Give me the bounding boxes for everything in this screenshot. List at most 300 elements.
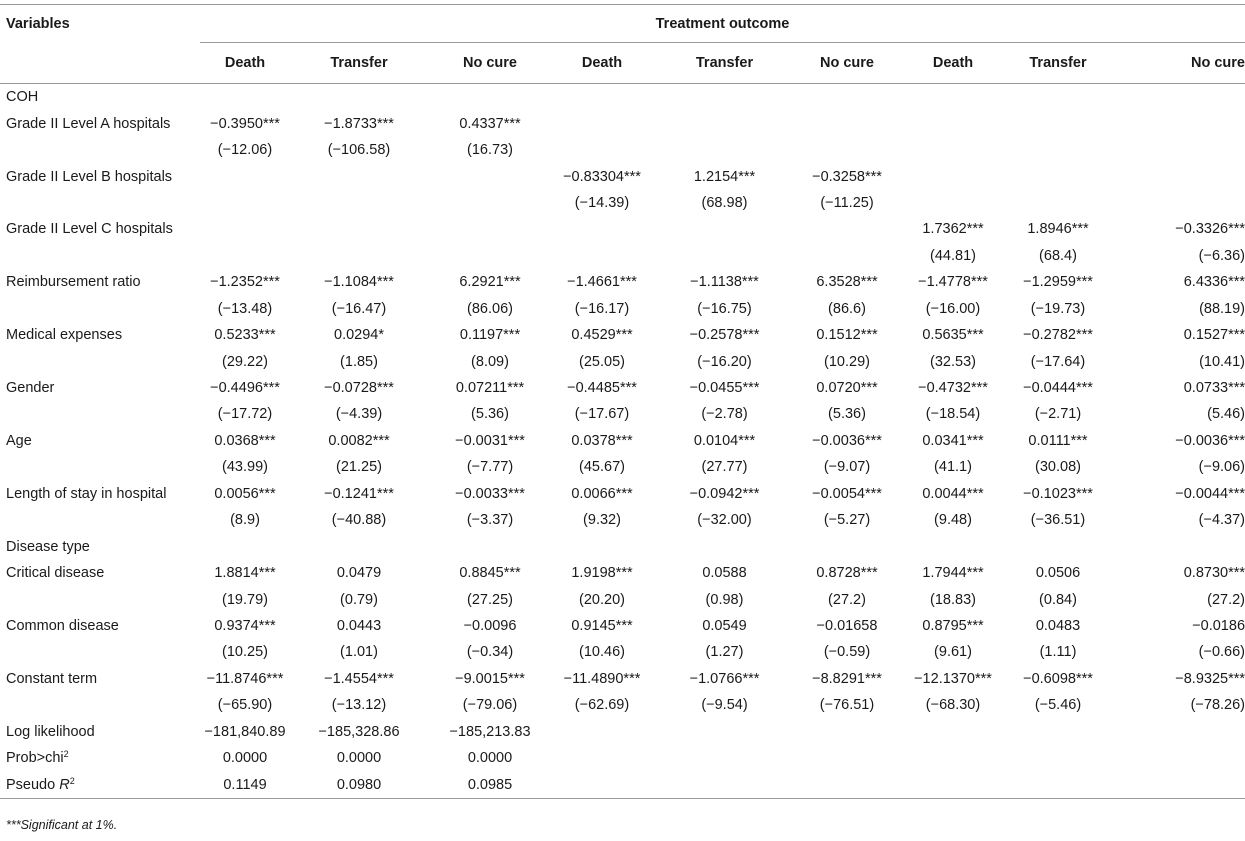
table-cell: 0.1512*** [816, 327, 878, 344]
table-cell: −1.4554*** [324, 670, 394, 687]
table-cell: −0.0444*** [1023, 380, 1093, 397]
table-cell: (10.46) [579, 644, 625, 661]
table-cell: (−17.72) [217, 406, 273, 423]
table-cell: (−36.51) [1030, 512, 1086, 529]
row-label [0, 84, 200, 111]
table-cell [1009, 137, 1107, 163]
table-cell: (−9.07) [823, 459, 871, 476]
row-label [0, 269, 200, 295]
table-cell [200, 163, 290, 189]
row-label [0, 719, 200, 745]
table-cell: (0.98) [705, 591, 744, 608]
table-cell: (−0.34) [466, 644, 514, 661]
table-cell: (1.85) [340, 353, 378, 370]
table-cell: (41.1) [934, 459, 972, 476]
table-cell: (27.2) [1207, 591, 1245, 608]
table-cell [1009, 533, 1107, 559]
table-cell: 0.0104*** [693, 432, 756, 449]
table-cell: −11.8746*** [206, 670, 284, 687]
row-label [0, 137, 200, 163]
table-cell: −181,840.89 [204, 723, 286, 740]
table-cell: 0.5635*** [922, 327, 984, 344]
table-cell: 0.0000 [222, 750, 268, 767]
row-label-text: Age [6, 432, 32, 449]
row-label [0, 481, 200, 507]
table-cell: (19.79) [222, 591, 268, 608]
table-cell [1107, 771, 1245, 798]
table-cell: 0.0000 [467, 750, 513, 767]
table-cell: (−18.54) [925, 406, 981, 423]
table-cell: (−17.67) [574, 406, 630, 423]
table-cell: (1.11) [1039, 644, 1077, 661]
table-cell [1107, 110, 1245, 136]
table-cell [797, 243, 897, 269]
row-label [0, 692, 200, 718]
table-cell: −8.8291*** [812, 670, 882, 687]
table-cell [1107, 190, 1245, 216]
table-cell: −0.0054*** [812, 485, 882, 502]
column-header-death: Death [552, 43, 652, 84]
table-cell: (−5.27) [823, 512, 871, 529]
table-cell: (−19.73) [1030, 300, 1086, 317]
table-cell: (−2.78) [701, 406, 748, 423]
table-cell: 0.0980 [290, 771, 428, 798]
table-cell: (5.46) [1207, 406, 1245, 423]
table-row [0, 243, 1245, 269]
table-cell [797, 110, 897, 136]
table-cell: 0.0082*** [328, 432, 390, 449]
footnote: ***Significant at 1%. [6, 818, 118, 832]
table-row [0, 745, 1245, 771]
table-row [0, 666, 1245, 692]
row-label-superscript: 2 [63, 749, 69, 760]
table-cell: (−14.39) [574, 194, 630, 211]
table-cell [897, 190, 1009, 216]
table-cell: 6.2921*** [459, 274, 521, 291]
row-label [0, 586, 200, 612]
row-label [0, 745, 200, 771]
table-cell: −0.0044*** [1175, 485, 1245, 502]
table-cell [1009, 84, 1107, 111]
header-row-1 [0, 5, 1245, 43]
table-row [0, 110, 1245, 136]
table-cell: 0.9145*** [571, 617, 633, 634]
table-cell: (1.01) [340, 644, 378, 661]
table-cell: (−11.25) [820, 194, 874, 211]
table-cell: (−65.90) [217, 697, 273, 714]
table-cell [897, 719, 1009, 745]
table-cell [428, 84, 552, 111]
table-cell [552, 771, 652, 798]
table-cell: −0.3258*** [812, 168, 882, 185]
table-cell: 0.9374*** [214, 617, 276, 634]
table-cell: (−2.71) [1034, 406, 1082, 423]
row-label [0, 110, 200, 136]
table-cell [897, 771, 1009, 798]
treatment-outcome-header: Treatment outcome [200, 5, 1245, 43]
row-label-text: Grade II Level C hospitals [6, 221, 173, 238]
table-cell [652, 216, 797, 242]
table-cell: (9.32) [583, 512, 621, 529]
row-label-text: Disease type [6, 538, 90, 555]
row-label [0, 296, 200, 322]
table-cell [200, 84, 290, 111]
table-body [0, 84, 1245, 799]
row-label [0, 771, 200, 798]
table-cell: −0.0942*** [689, 485, 760, 502]
row-label [0, 639, 200, 665]
table-cell [797, 771, 897, 798]
table-cell: (−5.46) [1034, 697, 1082, 714]
table-cell: 0.4337*** [459, 115, 521, 132]
table-cell [290, 190, 428, 216]
table-cell: −1.1138*** [690, 274, 759, 291]
table-cell: 0.0588 [702, 565, 747, 582]
table-cell: (21.25) [336, 459, 382, 476]
table-cell: (−3.37) [466, 512, 514, 529]
table-cell: (9.48) [934, 512, 972, 529]
table-cell [1009, 745, 1107, 771]
table-cell: 0.0000 [336, 750, 382, 767]
table-cell: 1.2154*** [693, 168, 756, 185]
table-cell: (−4.39) [335, 406, 383, 423]
table-cell [1107, 745, 1245, 771]
row-label-text: Gender [6, 380, 55, 397]
row-label [0, 216, 200, 242]
table-cell: 0.0111*** [1028, 432, 1088, 449]
column-header-transfer: Transfer [1009, 43, 1107, 84]
table-cell [552, 110, 652, 136]
table-cell: (10.29) [824, 353, 870, 370]
row-label [0, 666, 200, 692]
row-label [0, 375, 200, 401]
table-cell: (−40.88) [331, 512, 387, 529]
table-cell: 0.5233*** [214, 327, 276, 344]
table-cell: (43.99) [222, 459, 268, 476]
table-cell: (−17.64) [1030, 353, 1086, 370]
table-row [0, 692, 1245, 718]
table-cell: −12.1370*** [914, 670, 992, 687]
table-row [0, 84, 1245, 111]
table-cell: (5.36) [828, 406, 866, 423]
table-cell: 0.8795*** [922, 617, 984, 634]
table-cell: −0.2782*** [1023, 327, 1093, 344]
table-cell: −0.4485*** [567, 380, 637, 397]
table-cell: (20.20) [579, 591, 625, 608]
column-header-death: Death [200, 43, 290, 84]
table-cell: (29.22) [222, 353, 268, 370]
table-cell: −1.1084*** [324, 274, 394, 291]
table-cell: 0.0443 [336, 617, 382, 634]
table-cell: −0.4496*** [210, 380, 280, 397]
table-cell [290, 533, 428, 559]
table-row [0, 375, 1245, 401]
table-cell: −0.0455*** [689, 380, 760, 397]
table-cell: (1.27) [705, 644, 744, 661]
table-cell: 0.8845*** [459, 565, 521, 582]
table-cell: 0.0294* [334, 327, 384, 344]
table-row [0, 322, 1245, 348]
table-cell: 1.7362*** [922, 221, 984, 238]
table-cell [797, 216, 897, 242]
table-cell: (27.77) [701, 459, 748, 476]
table-cell [552, 84, 652, 111]
row-label-italic: R [59, 776, 70, 793]
table-row [0, 719, 1245, 745]
table-cell: −1.8733*** [324, 115, 394, 132]
table-cell [290, 243, 428, 269]
table-cell [1107, 719, 1245, 745]
table-cell [200, 533, 290, 559]
table-cell [797, 745, 897, 771]
table-cell [428, 216, 552, 242]
table-cell: 0.0479 [336, 565, 382, 582]
table-cell: (−12.06) [217, 142, 273, 159]
table-cell [897, 745, 1009, 771]
table-cell: (8.09) [471, 353, 509, 370]
table-cell [1107, 533, 1245, 559]
table-row [0, 401, 1245, 427]
row-label-text: Critical disease [6, 565, 105, 582]
table-row [0, 507, 1245, 533]
table-cell: −0.0036*** [812, 432, 882, 449]
table-cell: (9.61) [934, 644, 972, 661]
table-cell: −0.0186 [1192, 617, 1245, 634]
table-cell [200, 243, 290, 269]
table-cell: (44.81) [930, 247, 976, 264]
regression-table [0, 4, 1245, 799]
table-cell [652, 745, 797, 771]
table-cell [897, 137, 1009, 163]
table-row [0, 216, 1245, 242]
table-cell: 0.1527*** [1183, 327, 1245, 344]
header-spacer [0, 43, 200, 84]
table-cell [652, 771, 797, 798]
column-header-no-cure: No cure [1107, 43, 1245, 84]
table-cell: (−0.59) [823, 644, 871, 661]
table-cell: (−9.54) [701, 697, 748, 714]
row-label-superscript: 2 [69, 775, 75, 786]
row-label [0, 190, 200, 216]
row-label-text: Prob>chi [6, 750, 64, 767]
column-header-death: Death [897, 43, 1009, 84]
table-cell: (10.41) [1199, 353, 1245, 370]
table-cell: (45.67) [579, 459, 625, 476]
variables-header: Variables [0, 5, 200, 43]
column-header-no-cure: No cure [428, 43, 552, 84]
table-cell: 0.0044*** [922, 485, 984, 502]
table-cell: −0.83304*** [563, 168, 641, 185]
table-cell: −0.1241*** [324, 485, 394, 502]
column-header-no-cure: No cure [797, 43, 897, 84]
table-cell [552, 745, 652, 771]
row-label [0, 322, 200, 348]
table-cell [552, 137, 652, 163]
column-header-transfer: Transfer [652, 43, 797, 84]
table-cell: −0.0096 [463, 617, 517, 634]
table-cell [897, 163, 1009, 189]
table-cell [1107, 137, 1245, 163]
table-cell [797, 137, 897, 163]
table-cell: −8.9325*** [1175, 670, 1245, 687]
table-cell: 0.1197*** [459, 327, 521, 344]
table-cell: −1.4778*** [918, 274, 988, 291]
table-cell: 0.8730*** [1183, 565, 1245, 582]
table-cell: −1.0766*** [689, 670, 760, 687]
table-cell: (−16.17) [574, 300, 630, 317]
table-cell [290, 216, 428, 242]
row-label [0, 401, 200, 427]
table-cell [552, 533, 652, 559]
table-row [0, 560, 1245, 586]
row-label-text: Grade II Level B hospitals [6, 168, 173, 185]
table-cell: (−106.58) [327, 142, 391, 159]
table-cell: −0.0036*** [1175, 432, 1245, 449]
table-cell: (−6.36) [1198, 247, 1245, 264]
row-label-text: Medical expenses [6, 327, 123, 344]
table-cell: 0.0368*** [214, 432, 276, 449]
table-cell: (−16.20) [697, 353, 752, 370]
table-cell: (−7.77) [466, 459, 514, 476]
table-cell: (−4.37) [1198, 512, 1245, 529]
table-cell: 1.8946*** [1027, 221, 1089, 238]
table-cell: (88.19) [1199, 300, 1245, 317]
table-cell: −0.3326*** [1175, 221, 1245, 238]
table-cell [652, 533, 797, 559]
table-row [0, 639, 1245, 665]
row-label-text: Pseudo [6, 776, 60, 793]
table-cell [897, 533, 1009, 559]
table-cell: (68.4) [1039, 247, 1077, 264]
table-cell: −1.4661*** [567, 274, 637, 291]
table-cell: (−13.12) [331, 697, 387, 714]
row-label [0, 613, 200, 639]
table-row [0, 348, 1245, 374]
table-cell: (−62.69) [574, 697, 630, 714]
table-cell [290, 163, 428, 189]
row-label [0, 533, 200, 559]
table-row [0, 163, 1245, 189]
table-cell: −1.2959*** [1023, 274, 1093, 291]
table-cell [552, 216, 652, 242]
table-cell: −0.0033*** [455, 485, 525, 502]
table-row [0, 269, 1245, 295]
row-label [0, 163, 200, 189]
row-label [0, 560, 200, 586]
table-cell: −1.2352*** [210, 274, 280, 291]
table-cell: 0.0733*** [1183, 380, 1245, 397]
table-cell: (30.08) [1035, 459, 1081, 476]
table-cell: (27.25) [467, 591, 513, 608]
table-cell: 0.0341*** [922, 432, 984, 449]
table-cell: −0.1023*** [1023, 485, 1093, 502]
table-row [0, 137, 1245, 163]
table-cell [1009, 190, 1107, 216]
table-cell: −0.4732*** [918, 380, 988, 397]
table-cell: (−68.30) [925, 697, 981, 714]
table-cell: (−16.47) [331, 300, 387, 317]
table-cell: (86.6) [828, 300, 866, 317]
table-row [0, 586, 1245, 612]
row-label-text: Common disease [6, 617, 119, 634]
table-cell: 0.0483 [1035, 617, 1081, 634]
table-cell [1009, 110, 1107, 136]
table-cell: (18.83) [930, 591, 976, 608]
table-cell [797, 719, 897, 745]
table-row [0, 481, 1245, 507]
table-cell [797, 533, 897, 559]
table-cell: 0.0720*** [816, 380, 878, 397]
table-cell: (−76.51) [819, 697, 875, 714]
table-cell: (10.25) [222, 644, 268, 661]
table-cell: (25.05) [579, 353, 625, 370]
table-cell [428, 190, 552, 216]
table-cell: 0.0066*** [571, 485, 633, 502]
table-cell: (−0.66) [1198, 644, 1245, 661]
table-cell: (68.98) [701, 194, 748, 211]
table-cell: (27.2) [828, 591, 866, 608]
table-cell: −11.4890*** [563, 670, 641, 687]
table-row [0, 771, 1245, 798]
table-cell: 0.4529*** [571, 327, 633, 344]
table-cell [200, 216, 290, 242]
table-cell: (−32.00) [697, 512, 752, 529]
table-cell [200, 190, 290, 216]
header-row-2 [0, 43, 1245, 84]
table-cell: (−9.06) [1198, 459, 1245, 476]
table-cell [1107, 84, 1245, 111]
table-cell: 0.0056*** [214, 485, 276, 502]
table-cell: (−78.26) [1190, 697, 1245, 714]
table-cell [428, 533, 552, 559]
table-cell [1009, 771, 1107, 798]
table-row [0, 190, 1245, 216]
table-cell: (0.79) [340, 591, 378, 608]
table-cell: −9.0015*** [455, 670, 525, 687]
table-cell [428, 163, 552, 189]
table-cell: −185,213.83 [449, 723, 531, 740]
row-label-text: Reimbursement ratio [6, 274, 141, 291]
table-cell: 6.3528*** [816, 274, 878, 291]
row-label-text: Log likelihood [6, 723, 95, 740]
table-cell [652, 110, 797, 136]
table-cell: −0.0031*** [455, 432, 525, 449]
row-label [0, 348, 200, 374]
table-cell [552, 719, 652, 745]
table-cell: (0.84) [1039, 591, 1077, 608]
table-cell: −0.01658 [816, 617, 878, 634]
table-cell: (−16.00) [925, 300, 981, 317]
table-row [0, 428, 1245, 454]
table-cell [1009, 719, 1107, 745]
table-row [0, 454, 1245, 480]
table-cell: 6.4336*** [1183, 274, 1245, 291]
row-label-text: Length of stay in hospital [6, 485, 167, 502]
row-label-text: Constant term [6, 670, 98, 687]
row-label [0, 243, 200, 269]
table-cell: 1.9198*** [571, 565, 633, 582]
table-cell [652, 243, 797, 269]
row-label-text: COH [6, 89, 39, 106]
table-cell: (16.73) [467, 142, 513, 159]
table-cell: 0.07211*** [455, 380, 525, 397]
table-cell [897, 84, 1009, 111]
row-label [0, 428, 200, 454]
table-cell: (−13.48) [217, 300, 273, 317]
table-cell [652, 137, 797, 163]
table-cell: 0.0506 [1035, 565, 1081, 582]
table-cell: 0.8728*** [816, 565, 878, 582]
